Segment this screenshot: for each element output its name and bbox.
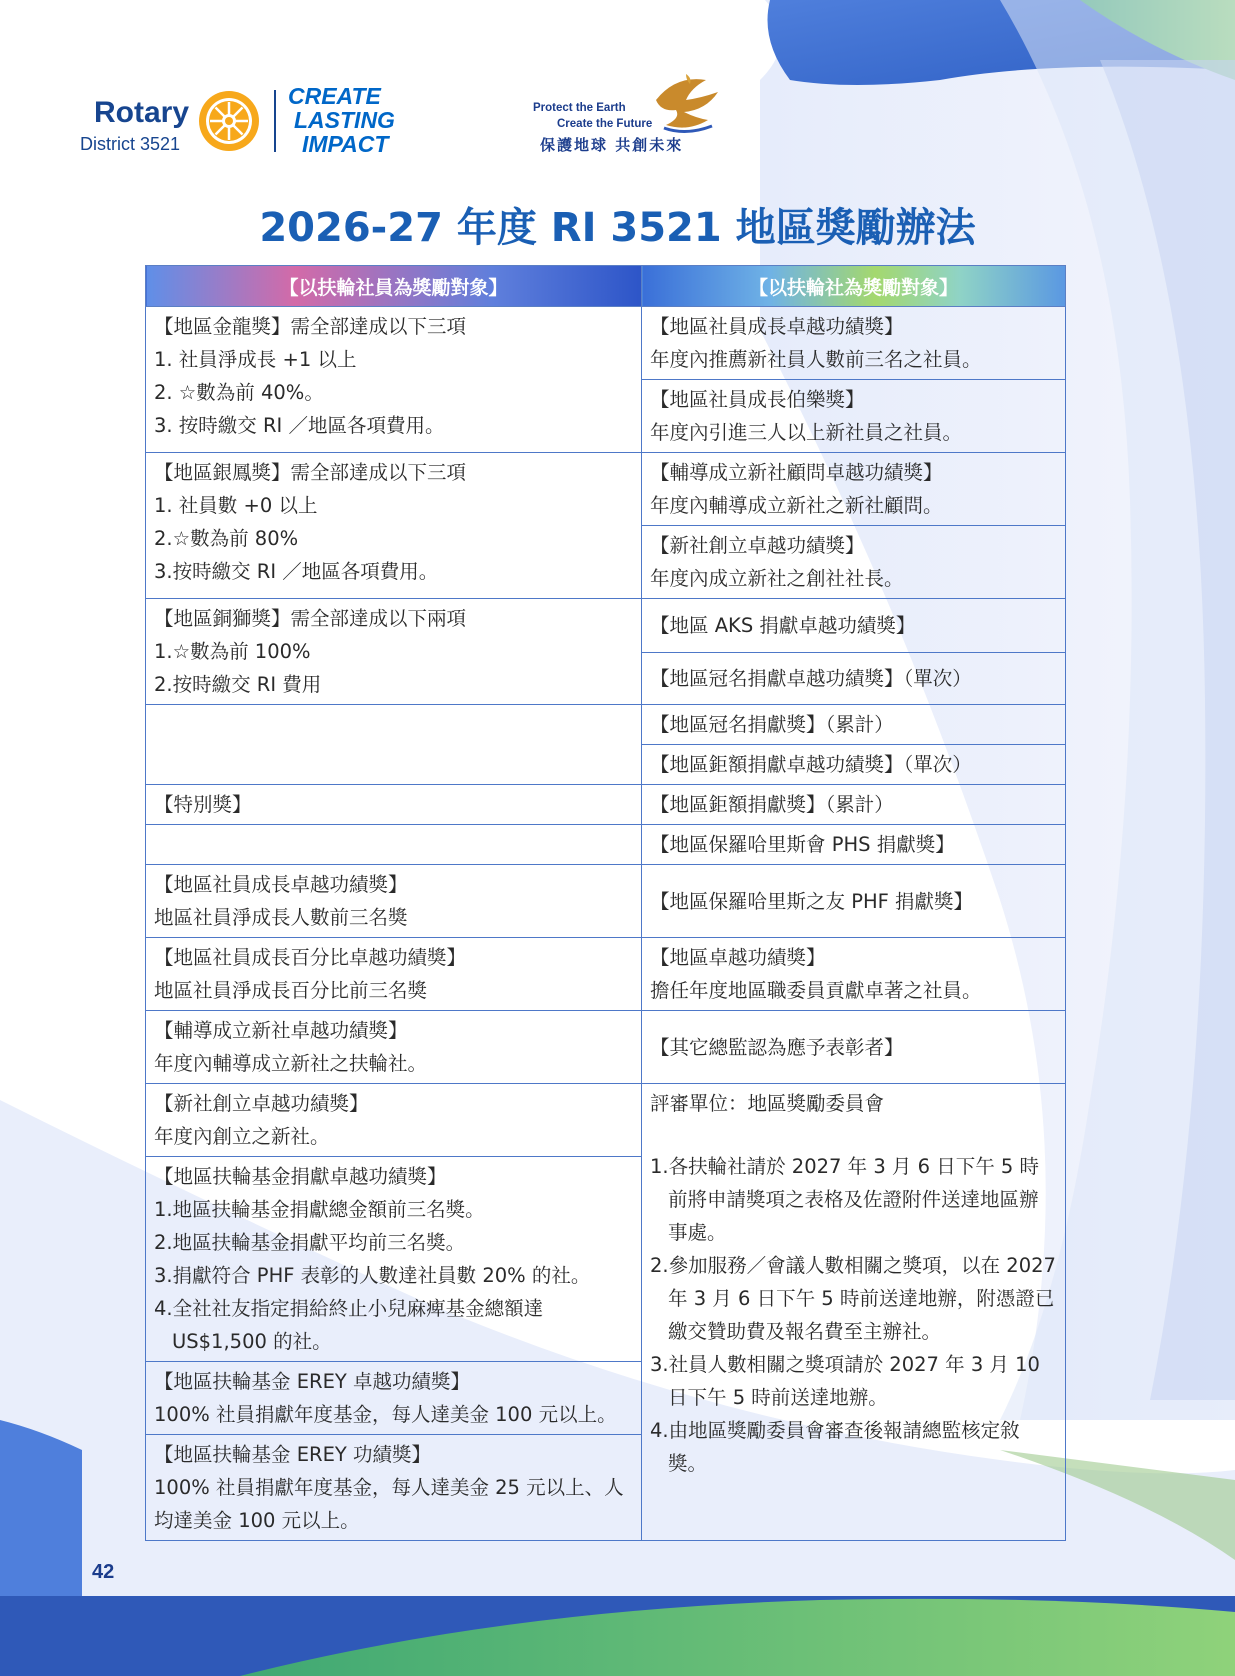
award-club-charter [146, 1084, 642, 1157]
review-rules-cell [642, 1084, 1066, 1541]
award-major-donation-total [642, 785, 1066, 825]
criteria-item: 1. 社員淨成長 +1 以上 [154, 348, 357, 371]
award-district-member-growth [146, 865, 642, 938]
award-title: 【地區 AKS 捐獻卓越功績獎】 [650, 614, 916, 637]
award-description: 100% 社員捐獻年度基金，每人達美金 100 元以上。 [154, 1403, 617, 1426]
awards-table [145, 265, 1066, 1541]
award-phf-donation [642, 865, 1066, 938]
award-silver-phoenix [146, 453, 642, 599]
award-title: 【地區扶輪基金 EREY 功績獎】 [154, 1443, 431, 1466]
award-foundation-donation [146, 1157, 642, 1362]
logo-divider [274, 90, 276, 152]
criteria-item: 4.全社社友指定捐給終止小兒麻痺基金總額達 US$1,500 的社。 [154, 1297, 544, 1353]
rule-item: 4.由地區獎勵委員會審查後報請總監核定敘獎。 [650, 1419, 1020, 1475]
award-title: 【地區社員成長伯樂獎】 [650, 388, 865, 411]
slogan-line-3: IMPACT [302, 131, 389, 157]
award-description: 地區社員淨成長人數前三名獎 [154, 906, 408, 929]
award-title: 【地區冠名捐獻獎】（累計） [650, 713, 894, 736]
page-title: 2026-27 年度 RI 3521 地區獎勵辦法 [259, 205, 976, 251]
award-title: 【地區社員成長卓越功績獎】 [650, 315, 904, 338]
award-title: 【特別獎】 [154, 793, 252, 816]
award-named-donation-total [642, 705, 1066, 745]
protect-line-2: Create the Future [557, 118, 653, 130]
criteria-item: 3.按時繳交 RI ／地區各項費用。 [154, 560, 439, 583]
award-description: 年度內成立新社之創社社長。 [650, 567, 904, 590]
award-description: 100% 社員捐獻年度基金，每人達美金 25 元以上、人均達美金 100 元以上。 [154, 1476, 624, 1532]
award-title: 【地區社員成長百分比卓越功績獎】 [154, 946, 467, 969]
award-description: 年度內輔導成立新社之新社顧問。 [650, 494, 943, 517]
protect-line-1: Protect the Earth [533, 102, 626, 114]
award-title: 【地區銅獅獎】需全部達成以下兩項 [154, 607, 467, 630]
header-club-awards: 【以扶輪社為獎勵對象】 [642, 266, 1066, 307]
protect-earth-slogan [533, 100, 652, 132]
slogan-line-1: CREATE [288, 83, 381, 109]
award-description: 地區社員淨成長百分比前三名獎 [154, 979, 428, 1002]
slogan-line-2: LASTING [294, 107, 395, 133]
review-unit: 評審單位：地區獎勵委員會 [650, 1092, 885, 1115]
award-title: 【輔導成立新社卓越功績獎】 [154, 1019, 408, 1042]
award-new-club-founder [642, 526, 1066, 599]
header-member-awards: 【以扶輪社員為獎勵對象】 [146, 266, 642, 307]
criteria-item: 2. ☆數為前 40%。 [154, 381, 324, 404]
rotary-logo [80, 86, 270, 158]
district-theme-logo-icon [646, 70, 726, 140]
criteria-item: 2.☆數為前 80% [154, 527, 299, 550]
award-title: 【地區保羅哈里斯之友 PHF 捐獻獎】 [650, 889, 974, 913]
empty-cell [146, 825, 642, 865]
award-district-excellence [642, 938, 1066, 1011]
award-title: 【地區鉅額捐獻卓越功績獎】（單次） [650, 753, 972, 776]
award-description: 年度內引進三人以上新社員之社員。 [650, 421, 963, 444]
award-title: 【地區金龍獎】需全部達成以下三項 [154, 315, 467, 338]
award-major-donation-single [642, 745, 1066, 785]
award-special [146, 785, 642, 825]
create-lasting-impact-slogan [288, 84, 395, 156]
award-title: 【地區扶輪基金 EREY 卓越功績獎】 [154, 1370, 470, 1393]
rotary-wordmark: Rotary [94, 96, 190, 129]
protect-earth-chinese: 保護地球 共創未來 [540, 136, 684, 154]
award-title: 【新社創立卓越功績獎】 [154, 1092, 369, 1115]
rotary-wheel-icon [196, 88, 262, 154]
award-title: 【地區銀鳳獎】需全部達成以下三項 [154, 461, 467, 484]
award-bole [642, 380, 1066, 453]
award-description: 擔任年度地區職委員貢獻卓著之社員。 [650, 979, 982, 1002]
award-title: 【地區扶輪基金捐獻卓越功績獎】 [154, 1165, 447, 1188]
rule-item: 2.參加服務／會議人數相關之獎項，以在 2027 年 3 月 6 日下午 5 時前送達地辦，附憑證已繳交贊助費及報名費至主辦社。 [650, 1254, 1056, 1343]
award-erey [146, 1435, 642, 1541]
criteria-item: 3. 按時繳交 RI ／地區各項費用。 [154, 414, 445, 437]
award-bronze-lion [146, 599, 642, 705]
criteria-item: 2.地區扶輪基金捐獻平均前三名獎。 [154, 1231, 466, 1254]
district-label: District 3521 [80, 134, 181, 154]
award-title: 【地區社員成長卓越功績獎】 [154, 873, 408, 896]
rule-item: 3.社員人數相關之獎項請於 2027 年 3 月 10 日下午 5 時前送達地辦。 [650, 1353, 1040, 1409]
award-governor-choice [642, 1011, 1066, 1084]
award-title: 【地區鉅額捐獻獎】（累計） [650, 793, 894, 816]
award-title: 【地區冠名捐獻卓越功績獎】（單次） [650, 667, 972, 690]
award-phs-donation [642, 825, 1066, 865]
award-member-growth-excellence [642, 307, 1066, 380]
award-gold-dragon [146, 307, 642, 453]
award-member-growth-percentage [146, 938, 642, 1011]
award-title: 【新社創立卓越功績獎】 [650, 534, 865, 557]
award-description: 年度內輔導成立新社之扶輪社。 [154, 1052, 428, 1075]
criteria-item: 1.地區扶輪基金捐獻總金額前三名獎。 [154, 1198, 485, 1221]
criteria-item: 3.捐獻符合 PHF 表彰的人數達社員數 20% 的社。 [154, 1264, 591, 1287]
award-new-club-advisor [642, 453, 1066, 526]
award-aks-donation [642, 599, 1066, 653]
award-title: 【其它總監認為應予表彰者】 [650, 1035, 904, 1059]
award-erey-excellence [146, 1362, 642, 1435]
award-title: 【地區卓越功績獎】 [650, 946, 826, 969]
award-description: 年度內推薦新社員人數前三名之社員。 [650, 348, 982, 371]
empty-cell [146, 705, 642, 785]
criteria-item: 2.按時繳交 RI 費用 [154, 673, 322, 696]
criteria-item: 1.☆數為前 100% [154, 640, 311, 663]
award-new-club-sponsor [146, 1011, 642, 1084]
award-title: 【地區保羅哈里斯會 PHS 捐獻獎】 [650, 833, 955, 856]
award-named-donation-single [642, 653, 1066, 705]
award-title: 【輔導成立新社顧問卓越功績獎】 [650, 461, 943, 484]
award-description: 年度內創立之新社。 [154, 1125, 330, 1148]
rule-item: 1.各扶輪社請於 2027 年 3 月 6 日下午 5 時前將申請獎項之表格及佐證附件送達地區辦事處。 [650, 1155, 1040, 1244]
page-number: 42 [92, 1561, 115, 1583]
criteria-item: 1. 社員數 +0 以上 [154, 494, 318, 517]
